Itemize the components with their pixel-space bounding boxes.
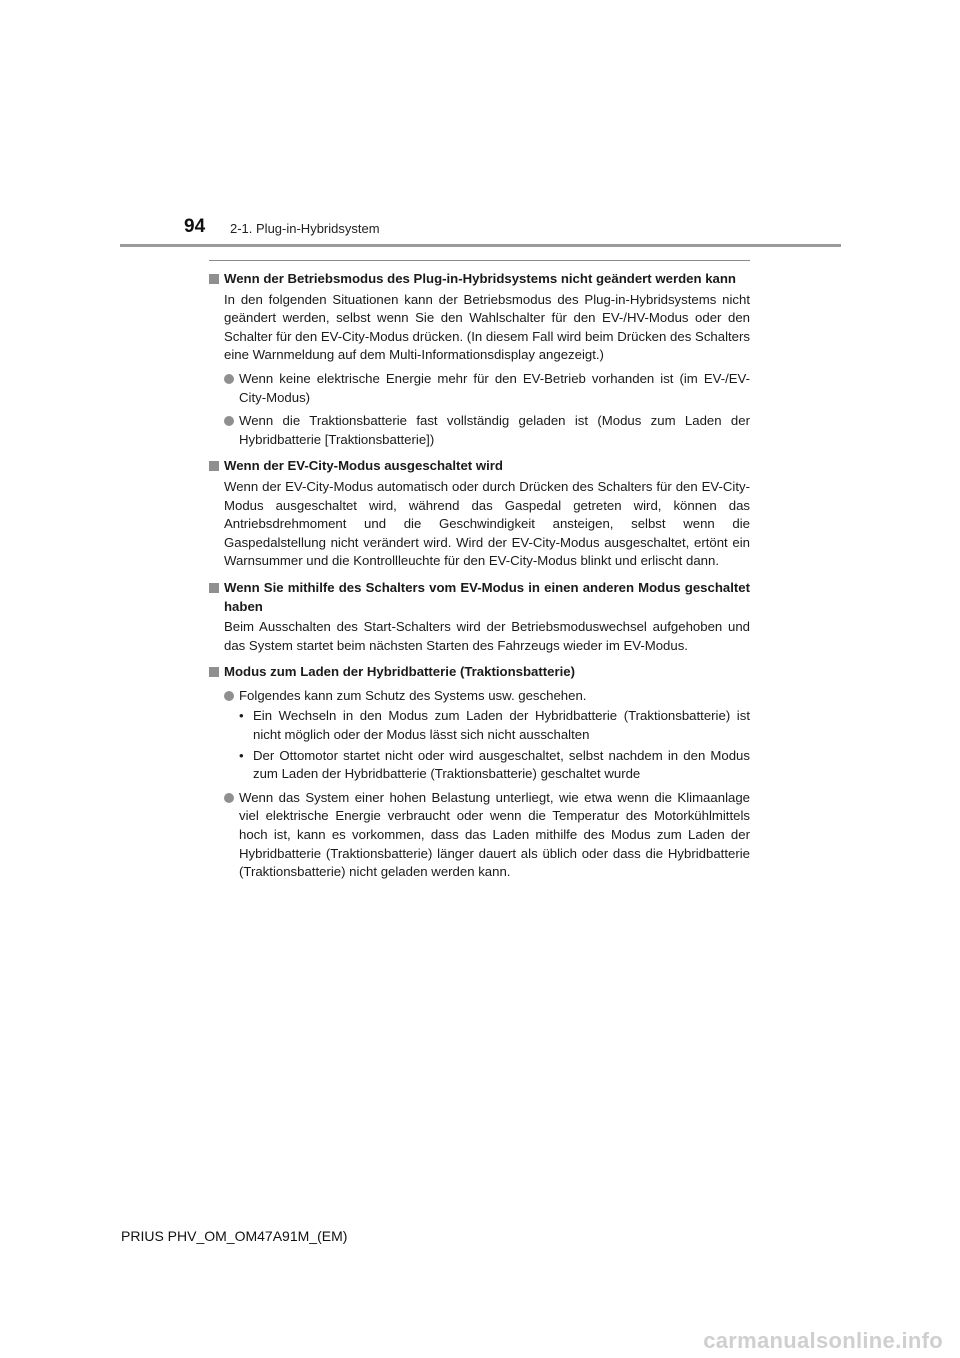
sub-list-item-text: Der Ottomotor startet nicht oder wird ausgeschaltet, selbst nachdem in den Modus zum Laden der Hybridbatterie (Traktionsbatterie) geschaltet wurde <box>253 747 750 782</box>
paragraph: Beim Ausschalten des Start-Schalters wird der Betriebsmoduswechsel aufgehoben und das System startet beim nächsten Starten des Fahrzeugs wieder im EV-Modus. <box>224 619 750 653</box>
list-item-text: Folgendes kann zum Schutz des Systems usw. geschehen. <box>239 687 587 703</box>
section-switched-from-ev <box>209 579 750 655</box>
list-item <box>209 412 750 449</box>
small-dot-icon: • <box>239 708 244 724</box>
square-bullet-icon <box>209 667 219 677</box>
chapter-title: 2-1. Plug-in-Hybridsystem <box>230 221 380 236</box>
heading-text: Wenn der Betriebsmodus des Plug-in-Hybridsystems nicht geändert werden kann <box>224 271 736 286</box>
section-battery-charge-mode <box>209 663 750 882</box>
paragraph: In den folgenden Situationen kann der Betriebsmodus des Plug-in-Hybridsystems nicht geändert werden, selbst wenn Sie den Wahlschalter für den EV-/HV-Modus oder den Schalter für den EV-City-Modus drücken. (In diesem Fall wird beim Drücken des Schalters eine Warnmeldung auf dem Multi-Informationsdisplay angezeigt.) <box>224 291 750 363</box>
footer-document-id: PRIUS PHV_OM_OM47A91M_(EM) <box>121 1228 348 1244</box>
sub-list-item <box>209 747 750 784</box>
list-item <box>209 687 750 706</box>
heading-text: Wenn Sie mithilfe des Schalters vom EV-Modus in einen anderen Modus geschaltet haben <box>224 579 750 614</box>
square-bullet-icon <box>209 461 219 471</box>
list-item <box>209 370 750 407</box>
sub-list-item-text: Ein Wechseln in den Modus zum Laden der Hybridbatterie (Traktionsbatterie) ist nicht möglich oder der Modus lässt sich nicht ausschalten <box>253 708 750 743</box>
small-dot-icon: • <box>239 747 244 763</box>
circle-bullet-icon <box>224 691 234 701</box>
heading-text: Wenn der EV-City-Modus ausgeschaltet wird <box>224 458 503 474</box>
square-bullet-icon <box>209 583 219 593</box>
list-item-text: Wenn die Traktionsbatterie fast vollständig geladen ist (Modus zum Laden der Hybridbatterie [Traktionsbatterie]) <box>239 413 750 447</box>
watermark: carmanualsonline.info <box>703 1328 943 1353</box>
section-divider <box>209 260 750 261</box>
list-item-text: Wenn keine elektrische Energie mehr für den EV-Betrieb vorhanden ist (im EV-/EV-City-Modus) <box>239 370 750 405</box>
circle-bullet-icon <box>224 793 234 803</box>
section-heading <box>209 457 750 476</box>
page-content <box>209 270 750 882</box>
heading-text: Modus zum Laden der Hybridbatterie (Traktionsbatterie) <box>224 664 575 680</box>
section-mode-cannot-change <box>209 270 750 449</box>
square-bullet-icon <box>209 274 219 284</box>
page-number: 94 <box>184 216 206 237</box>
paragraph: Wenn der EV-City-Modus automatisch oder durch Drücken des Schalters für den EV-City-Modus ausgeschaltet wird, während das Gaspedal getreten wird, können das Antriebsdrehmoment und die Geschwindigkeit ansteigen, selbst wenn die Gaspedalstellung nicht verändert wird. Wird der EV-City-Modus ausgeschaltet, ertönt ein Warnsummer und die Kontrollleuchte für den EV-City-Modus blinkt und erlischt dann. <box>224 478 750 569</box>
section-heading <box>209 663 750 682</box>
circle-bullet-icon <box>224 416 234 426</box>
list-item <box>209 789 750 882</box>
section-heading <box>209 270 750 289</box>
header-divider <box>120 244 841 247</box>
list-item-text: Wenn das System einer hohen Belastung unterliegt, wie etwa wenn die Klimaanlage viel elektrische Energie verbraucht oder wenn die Temperatur des Motorkühlmittels hoch ist, kann es vorkommen, dass das Laden mithilfe des Modus zum Laden der Hybridbatterie (Traktionsbatterie) länger dauert als üblich oder dass die Hybridbatterie (Traktionsbatterie) nicht geladen werden kann. <box>239 789 750 880</box>
section-heading <box>209 579 750 616</box>
section-ev-city-off <box>209 457 750 571</box>
circle-bullet-icon <box>224 374 234 384</box>
sub-list-item <box>209 707 750 744</box>
